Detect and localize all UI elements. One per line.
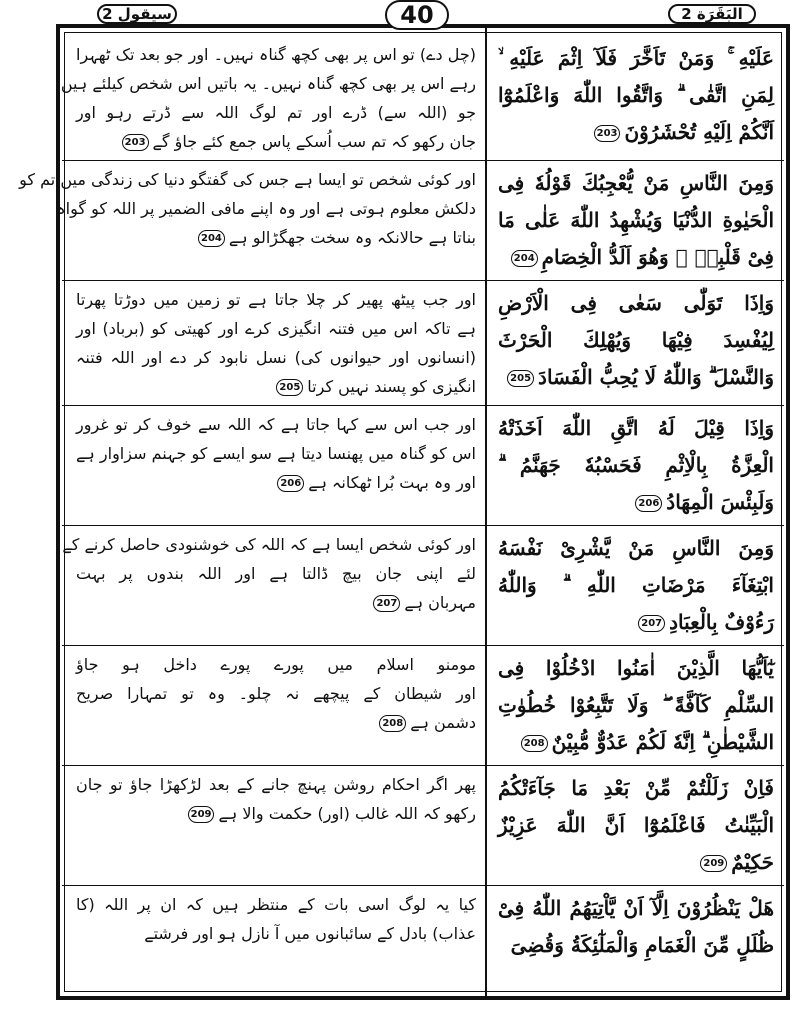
translation-line — [76, 127, 476, 156]
arabic-line — [498, 239, 774, 276]
translation-line — [76, 439, 476, 468]
arabic-line — [498, 359, 774, 396]
translation-text: دلکش معلوم ہوتی ہے اور وہ اپنے مافی الضمیر پر اللہ کو گواہ — [56, 199, 476, 218]
urdu-translation-column — [62, 406, 488, 525]
translation-line — [76, 708, 476, 737]
translation-text: مومنو اسلام میں پورے پورے داخل ہو جاؤ — [76, 655, 476, 674]
translation-text: اور وہ بہت بُرا ٹھکانہ ہے — [308, 473, 476, 492]
arabic-line — [498, 927, 774, 964]
translation-line — [76, 285, 476, 314]
translation-text: جان رکھو کہ تم سب اُسکے پاس جمع کئے جاؤ گے — [152, 132, 476, 151]
urdu-translation-column — [62, 281, 488, 405]
translation-text: مہربان ہے — [404, 593, 476, 612]
surah-name-badge: البَقَرَة 2 — [668, 4, 756, 24]
arabic-line — [498, 202, 774, 239]
arabic-text: الْحَيٰوةِ الدُّنْيَا وَيُشْهِدُ اللّٰهَ عَلٰى مَا — [498, 208, 774, 232]
ayah-number-marker: 204 — [198, 230, 225, 247]
arabic-text: وَالنَّسْلَ ۗ وَاللّٰهُ لَا يُحِبُّ الْفَسَادَ — [538, 365, 774, 389]
arabic-text: فِىْ قَلْبِهٖ ۙ وَهُوَ اَلَدُّ الْخِصَامِ — [541, 245, 774, 269]
arabic-text: فَاِنْ زَلَلْتُمْ مِّنْ بَعْدِ مَا جَآءَتْكُمُ — [498, 776, 774, 800]
arabic-line — [498, 844, 774, 881]
verse-row — [62, 526, 784, 646]
ayah-number-marker: 206 — [277, 475, 304, 492]
ayah-number-marker: 205 — [276, 379, 303, 396]
arabic-line — [498, 447, 774, 484]
translation-line — [76, 468, 476, 497]
arabic-line — [498, 604, 774, 641]
translation-line — [56, 194, 476, 223]
translation-line — [76, 588, 476, 617]
arabic-text-column — [488, 766, 784, 885]
translation-line — [60, 69, 476, 98]
arabic-text: حَكِيْمٌ — [731, 850, 774, 874]
arabic-text: وَمِنَ النَّاسِ مَنْ يَّشْرِىْ نَفْسَهُ — [498, 536, 774, 560]
urdu-translation-column — [62, 36, 488, 160]
translation-text: اور کوئی شخص ایسا ہے کہ اللہ کی خوشنودی حاصل کرنے کے — [62, 535, 476, 554]
translation-line — [76, 98, 476, 127]
ayah-number-marker: 205 — [507, 370, 534, 387]
translation-text: عذاب) بادل کے سائبانوں میں آ نازل ہو اور فرشتے — [144, 924, 476, 943]
translation-line — [76, 770, 476, 799]
arabic-line — [498, 484, 774, 521]
ayah-number-marker: 203 — [594, 125, 621, 142]
arabic-text: لِمَنِ اتَّقٰى ۗ وَاتَّقُوا اللّٰهَ وَاعْلَمُوْٓا — [498, 83, 774, 107]
translation-line — [76, 799, 476, 828]
translation-text: ہے تاکہ اس میں فتنہ انگیزی کرے اور کھیتی کو (برباد) اور — [76, 319, 476, 338]
arabic-text: اَنَّكُمْ اِلَيْهِ تُحْشَرُوْنَ — [624, 120, 774, 144]
arabic-line — [498, 165, 774, 202]
verse-row — [62, 766, 784, 886]
verse-table — [19, 36, 784, 968]
translation-text: انگیزی کو پسند نہیں کرتا — [307, 377, 476, 396]
translation-line — [19, 165, 476, 194]
ayah-number-marker: 208 — [379, 715, 406, 732]
verse-row — [62, 36, 784, 161]
translation-line — [76, 559, 476, 588]
arabic-line — [498, 567, 774, 604]
translation-line — [76, 343, 476, 372]
urdu-translation-column — [62, 646, 488, 765]
arabic-text: الشَّيْطٰنِ ۗ اِنَّهٗ لَكُمْ عَدُوٌّ مُّبِيْنٌ — [551, 730, 774, 754]
arabic-text: الْبَيِّنٰتُ فَاعْلَمُوْٓا اَنَّ اللّٰهَ عَزِيْزٌ — [498, 813, 774, 837]
arabic-text-column — [488, 281, 784, 405]
arabic-text: لِيُفْسِدَ فِيْهَا وَيُهْلِكَ الْحَرْثَ — [498, 328, 774, 352]
arabic-line — [498, 724, 774, 761]
urdu-translation-column — [62, 886, 488, 968]
translation-line — [76, 679, 476, 708]
translation-line — [76, 650, 476, 679]
ayah-number-marker: 206 — [635, 495, 662, 512]
arabic-text: الْعِزَّةُ بِالْاِثْمِ فَحَسْبُهٗ جَهَنَّمُ ۗ — [498, 453, 774, 477]
arabic-line — [498, 807, 774, 844]
translation-text: اس کو گناہ میں پھنسا دیتا ہے سو ایسے کو جہنم سزاوار ہے — [76, 444, 476, 463]
verse-row — [19, 161, 784, 281]
translation-line — [76, 919, 476, 948]
ayah-number-marker: 207 — [373, 595, 400, 612]
translation-text: کیا یہ لوگ اسی بات کے منتظر ہیں کہ ان پر اللہ (کا — [76, 895, 476, 914]
arabic-text: ظُلَلٍ مِّنَ الْغَمَامِ وَالْمَلٰٓئِكَةُ وَقُضِىَ — [510, 933, 774, 957]
translation-text: (چل دے) تو اس پر بھی کچھ گناہ نہیں۔ اور جو بعد تک ٹھہرا — [76, 45, 476, 64]
arabic-text-column — [488, 406, 784, 525]
arabic-line — [498, 410, 774, 447]
arabic-line — [498, 285, 774, 322]
arabic-line — [498, 890, 774, 927]
para-name-badge: سيقول 2 — [97, 4, 177, 24]
arabic-text-column — [488, 36, 784, 160]
translation-text: رہے اس پر بھی کچھ گناہ نہیں۔ یہ باتیں اس شخص کیلئے ہیں — [60, 74, 476, 93]
urdu-translation-column — [19, 161, 488, 280]
arabic-text: يٰٓاَيُّهَا الَّذِيْنَ اٰمَنُوا ادْخُلُوْا فِى — [498, 656, 774, 680]
arabic-line — [498, 530, 774, 567]
translation-line — [76, 890, 476, 919]
arabic-line — [498, 40, 774, 77]
arabic-text: عَلَيْهِ ۚ وَمَنْ تَاَخَّرَ فَلَآ اِثْمَ عَلَيْهِ ۙ — [498, 46, 774, 70]
verse-row — [62, 281, 784, 406]
translation-text: اور کوئی شخص تو ایسا ہے جس کی گفتگو دنیا کی زندگی میں تم کو — [19, 170, 476, 189]
arabic-text-column — [488, 886, 784, 968]
arabic-text-column — [488, 526, 784, 645]
arabic-text: هَلْ يَنْظُرُوْنَ اِلَّآ اَنْ يَّاْتِيَهُمُ اللّٰهُ فِىْ — [498, 896, 774, 920]
translation-text: (انسانوں اور حیوانوں کی) نسل نابود کر دے اور اللہ فتنہ — [76, 348, 476, 367]
translation-line — [62, 530, 476, 559]
urdu-translation-column — [62, 766, 488, 885]
arabic-line — [498, 687, 774, 724]
arabic-line — [498, 114, 774, 151]
translation-text: دشمن ہے — [410, 713, 476, 732]
arabic-text: رَءُوْفٌ بِالْعِبَادِ — [669, 610, 774, 634]
translation-text: بناتا ہے حالانکہ وہ سخت جھگڑالو ہے — [228, 228, 476, 247]
arabic-text-column — [488, 161, 784, 280]
translation-line — [76, 410, 476, 439]
arabic-text: السِّلْمِ كَآفَّةً ۖ وَلَا تَتَّبِعُوْا خُطُوٰتِ — [498, 693, 774, 717]
verse-row — [62, 886, 784, 968]
translation-line — [76, 40, 476, 69]
arabic-text: ابْتِغَآءَ مَرْضَاتِ اللّٰهِ ۗ وَاللّٰهُ — [498, 573, 774, 597]
ayah-number-marker: 204 — [511, 250, 538, 267]
translation-line — [76, 223, 476, 252]
translation-line — [76, 314, 476, 343]
arabic-text: وَاِذَا تَوَلّٰى سَعٰى فِى الْاَرْضِ — [498, 291, 774, 315]
arabic-line — [498, 770, 774, 807]
verse-row — [62, 406, 784, 526]
translation-text: اور جب اس سے کہا جاتا ہے کہ اللہ سے خوف کر تو غرور — [76, 415, 476, 434]
urdu-translation-column — [62, 526, 488, 645]
verse-row — [62, 646, 784, 766]
translation-text: رکھو کہ اللہ غالب (اور) حکمت والا ہے — [218, 804, 476, 823]
ayah-number-marker: 207 — [638, 615, 665, 632]
translation-line — [76, 372, 476, 401]
ayah-number-marker: 209 — [188, 806, 215, 823]
arabic-text-column — [488, 646, 784, 765]
translation-text: پھر اگر احکام روشن پہنچ جانے کے بعد لڑکھڑا جاؤ تو جان — [76, 775, 476, 794]
ayah-number-marker: 208 — [521, 735, 548, 752]
arabic-line — [498, 77, 774, 114]
arabic-line — [498, 322, 774, 359]
arabic-line — [498, 650, 774, 687]
translation-text: اور شیطان کے پیچھے نہ چلو۔ وہ تو تمہارا صریح — [76, 684, 476, 703]
arabic-text: وَمِنَ النَّاسِ مَنْ يُّعْجِبُكَ قَوْلُهٗ فِى — [498, 171, 774, 195]
page-number: 40 — [385, 0, 449, 30]
ayah-number-marker: 209 — [700, 855, 727, 872]
ayah-number-marker: 203 — [122, 134, 149, 151]
arabic-text: وَاِذَا قِيْلَ لَهُ اتَّقِ اللّٰهَ اَخَذَتْهُ — [498, 416, 774, 440]
arabic-text: وَلَبِئْسَ الْمِهَادُ — [666, 490, 774, 514]
translation-text: لئے اپنی جان بیچ ڈالتا ہے اور اللہ بندوں پر بہت — [76, 564, 476, 583]
translation-text: جو (اللہ سے) ڈرے اور تم لوگ اللہ سے ڈرتے رہو اور — [76, 103, 477, 122]
translation-text: اور جب پیٹھ پھیر کر چلا جاتا ہے تو زمین میں دوڑتا پھرتا — [76, 290, 476, 309]
